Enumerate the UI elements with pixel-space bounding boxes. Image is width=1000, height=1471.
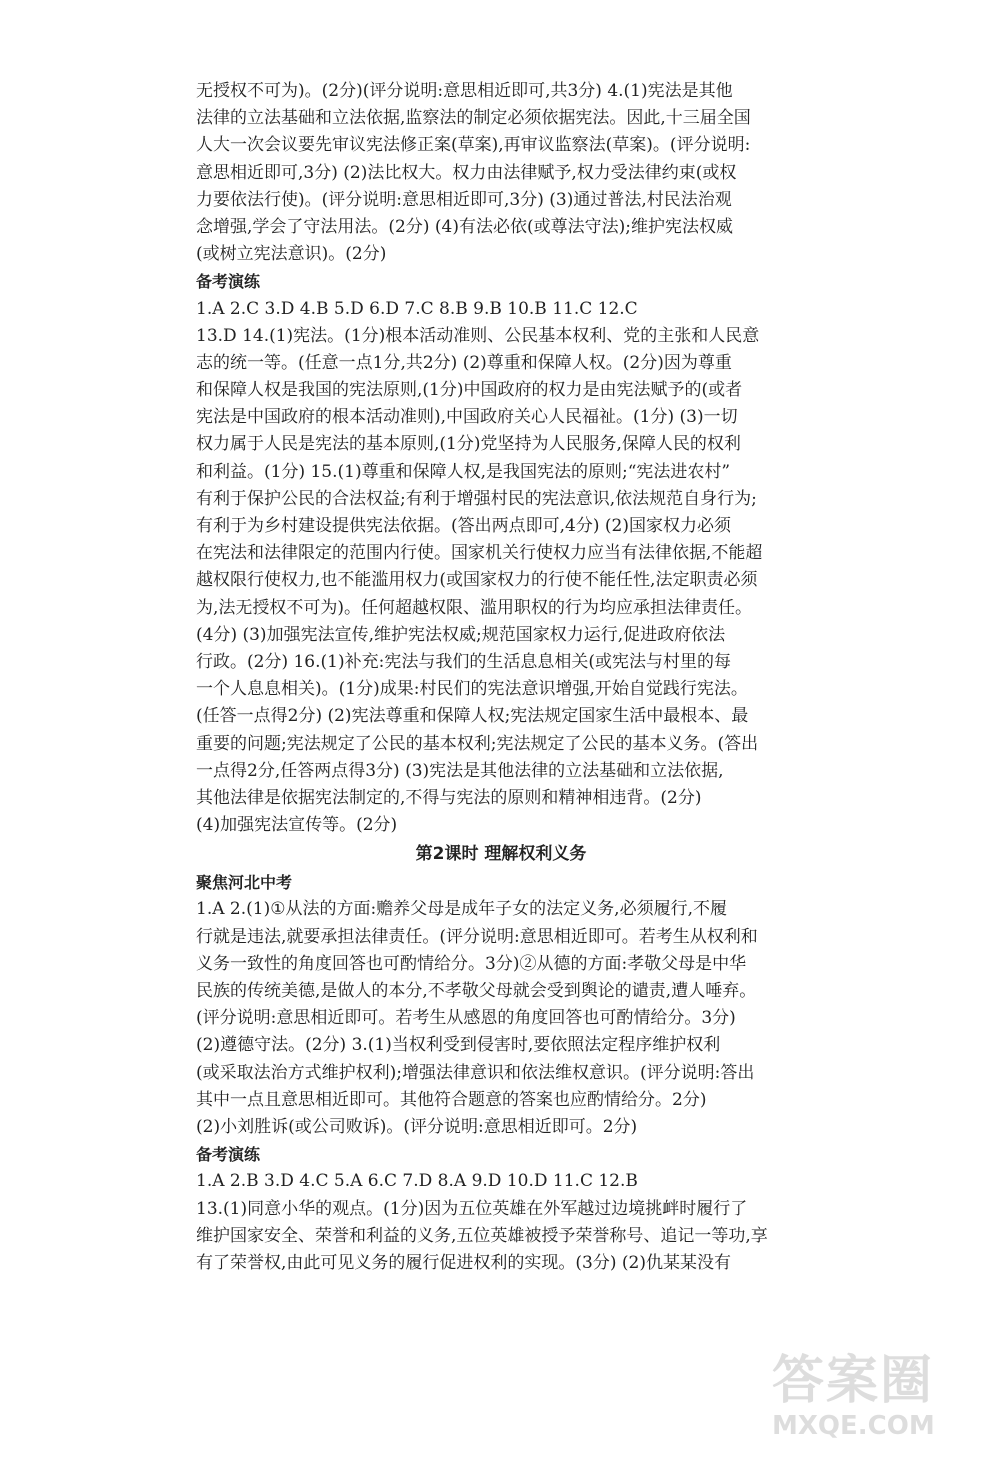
text-line: (2)遵德守法。(2分) 3.(1)当权利受到侵害时,要依照法定程序维护权利	[196, 1035, 721, 1056]
text-line: (任答一点得2分) (2)宪法尊重和保障人权;宪法规定国家生活中最根本、最	[196, 706, 749, 727]
text-line: 无授权不可为)。(2分)(评分说明:意思相近即可,共3分) 4.(1)宪法是其他	[196, 81, 733, 101]
text-line: 13.(1)同意小华的观点。(1分)因为五位英雄在外军越过边境挑衅时履行了	[196, 1198, 748, 1219]
text-line: 民族的传统美德,是做人的本分,不孝敬父母就会受到舆论的谴责,遭人唾弃。	[196, 981, 757, 1001]
text-line: 志的统一等。(任意一点1分,共2分) (2)尊重和保障人权。(2分)因为尊重	[196, 352, 732, 373]
text-block	[196, 896, 806, 1141]
text-line: 13.D 14.(1)宪法。(1分)根本活动准则、公民基本权利、党的主张和人民意	[196, 325, 760, 346]
text-line: 和利益。(1分) 15.(1)尊重和保障人权,是我国宪法的原则;“宪法进农村”	[196, 461, 731, 482]
text-line: 一点得2分,任答两点得3分) (3)宪法是其他法律的立法基础和立法依据,	[196, 760, 724, 781]
section-heading: 备考演练	[196, 272, 261, 292]
text-line: 维护国家安全、荣誉和利益的义务,五位英雄被授予荣誉称号、追记一等功,享	[196, 1225, 768, 1246]
text-line: (评分说明:意思相近即可。若考生从感恩的角度回答也可酌情给分。3分)	[196, 1008, 736, 1029]
text-line: 1.A 2.(1)①从法的方面:赡养父母是成年子女的法定义务,必须履行,不履	[196, 899, 727, 920]
text-line: 1.A 2.C 3.D 4.B 5.D 6.D 7.C 8.B 9.B 10.B 11.C 12.C	[196, 298, 638, 319]
text-line: 有利于为乡村建设提供宪法依据。(答出两点即可,4分) (2)国家权力必须	[196, 516, 731, 536]
watermark-logo-text: 答案圈	[772, 1351, 935, 1411]
watermark-url: MXQE.COM	[772, 1411, 935, 1441]
lesson-title: 第2课时 理解权利义务	[415, 844, 587, 865]
text-line: (或树立宪法意识)。(2分)	[196, 244, 387, 265]
text-line: 念增强,学会了守法用法。(2分) (4)有法必依(或尊法守法);维护宪法权威	[196, 216, 733, 237]
text-line: 人大一次会议要先审议宪法修正案(草案),再审议监察法(草案)。(评分说明:	[196, 135, 751, 156]
text-line: 法律的立法基础和立法依据,监察法的制定必须依据宪法。因此,十三届全国	[196, 108, 751, 129]
text-line: 其他法律是依据宪法制定的,不得与宪法的原则和精神相违背。(2分)	[196, 787, 702, 808]
text-line: 1.A 2.B 3.D 4.C 5.A 6.C 7.D 8.A 9.D 10.D 11.C 12.B	[196, 1171, 638, 1192]
text-line: 意思相近即可,3分) (2)法比权大。权力由法律赋予,权力受法律约束(或权	[196, 162, 737, 183]
text-line: (4)加强宪法宣传等。(2分)	[196, 815, 398, 836]
text-line: 重要的问题;宪法规定了公民的基本权利;宪法规定了公民的基本义务。(答出	[196, 733, 759, 754]
text-line: 为,法无授权不可为)。任何超越权限、滥用职权的行为均应承担法律责任。	[196, 597, 753, 618]
text-line: (2)小刘胜诉(或公司败诉)。(评分说明:意思相近即可。2分)	[196, 1116, 638, 1137]
text-block	[196, 296, 806, 840]
answer-page	[196, 78, 806, 1277]
text-line: 有了荣誉权,由此可见义务的履行促进权利的实现。(3分) (2)仇某某没有	[196, 1252, 731, 1273]
text-line: (或采取法治方式维护权利);增强法律意识和依法维权意识。(评分说明:答出	[196, 1062, 755, 1083]
text-block	[196, 78, 806, 268]
watermark-logo	[772, 1351, 982, 1461]
text-block	[196, 1168, 806, 1277]
text-line: 一个人息息相关)。(1分)成果:村民们的宪法意识增强,开始自觉践行宪法。	[196, 679, 748, 700]
text-line: (4分) (3)加强宪法宣传,维护宪法权威;规范国家权力运行,促进政府依法	[196, 624, 726, 645]
text-line: 宪法是中国政府的根本活动准则),中国政府关心人民福祉。(1分) (3)一切	[196, 407, 738, 428]
text-line: 和保障人权是我国的宪法原则,(1分)中国政府的权力是由宪法赋予的(或者	[196, 380, 743, 401]
text-line: 其中一点且意思相近即可。其他符合题意的答案也应酌情给分。2分)	[196, 1089, 707, 1110]
text-line: 行政。(2分) 16.(1)补充:宪法与我们的生活息息相关(或宪法与村里的每	[196, 651, 731, 672]
text-line: 义务一致性的角度回答也可酌情给分。3分)②从德的方面:孝敬父母是中华	[196, 953, 747, 974]
text-line: 在宪法和法律限定的范围内行使。国家机关行使权力应当有法律依据,不能超	[196, 543, 763, 564]
text-line: 力要依法行使)。(评分说明:意思相近即可,3分) (3)通过普法,村民法治观	[196, 189, 732, 210]
text-line: 行就是违法,就要承担法律责任。(评分说明:意思相近即可。若考生从权利和	[196, 926, 758, 947]
section-heading: 聚焦河北中考	[196, 873, 293, 893]
text-line: 有利于保护公民的合法权益;有利于增强村民的宪法意识,依法规范自身行为;	[196, 488, 757, 509]
section-heading: 备考演练	[196, 1145, 261, 1165]
text-line: 权力属于人民是宪法的基本原则,(1分)党坚持为人民服务,保障人民的权利	[196, 434, 741, 455]
text-line: 越权限行使权力,也不能滥用权力(或国家权力的行使不能任性,法定职责必须	[196, 570, 758, 591]
